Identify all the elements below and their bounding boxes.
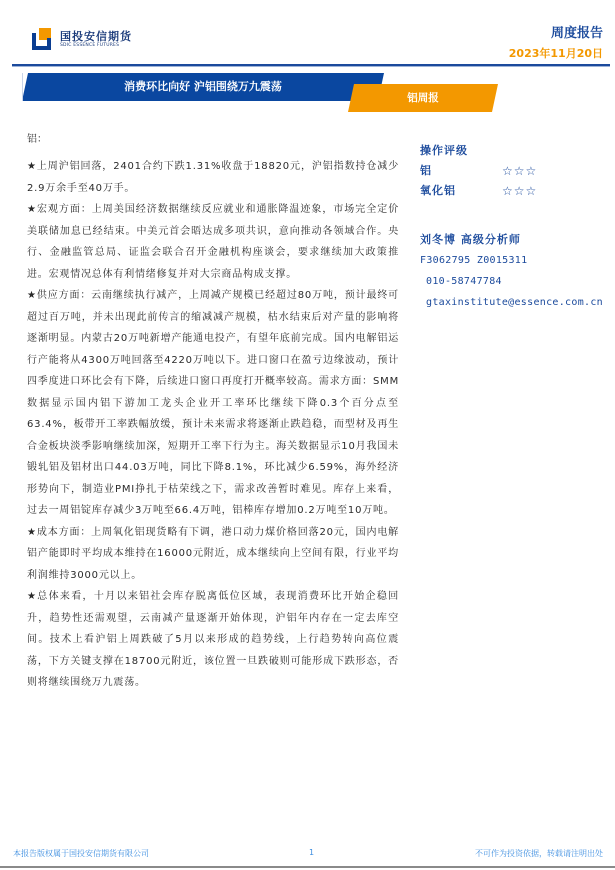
paragraph-macro: ★宏观方面：上周美国经济数据继续反应就业和通胀降温迹象，市场完全定价美联储加息已经结束。中美元首会晤达成多项共识，意向推动各领域合作。央行、金融监管总局、证监会联合召开金融机构座谈会，要求继续加大政策推进。宏观情况总体有利情绪修复并对大宗商品构成支撑。 [27,204,399,280]
paragraph-supply-demand: ★供应方面：云南继续执行减产，上周减产规模已经超过80万吨，预计最终可超过百万吨，并未出现此前传言的缩减减产规模，枯水结束后对产量的影响将逐渐明显。内蒙古20万吨新增产能通电投产，有望年底前完成。国内电解铝运行产能将从4300万吨回落至4220万吨以下。进口窗口在盈亏边缘波动，预计四季度进口环比会有下降，后续进口窗口再度打开概率较高。需求方面：SMM数据显示国内铝下游加工龙头企业开工率环比继续下降0.3个百分点至63.4%，板带开工率跌幅放缓，预计未来需求将逐渐止跌趋稳，而型材及再生合金板块淡季影响继续加深，短期开工率下行为主。海关数据显示10月我国未锻轧铝及铝材出口44.03万吨，同比下降8.1%，环比减少6.59%，海外经济形势向下，制造业PMI挣扎于枯荣线之下，需求改善暂时难见。库存上来看，过去一周铝锭库存减少3万吨至66.4万吨，铝棒库存增加0.2万吨至10万吨。 [27,290,399,516]
report-date: 2023年11月20日 [508,47,603,60]
analyst-info [420,230,615,313]
report-tag: 铝周报 [407,92,439,104]
analyst-name: 刘冬博 高级分析师 [420,233,521,246]
report-type: 周度报告 [550,26,603,41]
rating-title: 操作评级 [420,144,468,157]
rating-row [420,181,615,201]
report-header-info [509,25,603,62]
report-body [27,128,399,694]
logo-name-cn: 国投安信期货 [60,29,132,43]
report-title: 消费环比向好 沪铝围绕万九震荡 [124,80,282,93]
analyst-license: F3062795 Z0015311 [420,255,528,266]
logo-name-en: SDIC ESSENCE FUTURES [60,42,120,48]
paragraph-market-summary: ★上周沪铝回落，2401合约下跌1.31%收盘于18820元，沪铝指数持仓减少2.9万余手至40万手。 [27,161,399,194]
page-number: 1 [309,848,315,857]
paragraph-outlook: ★总体来看，十月以来铝社会库存脱离低位区域，表现消费环比开始企稳回升，趋势性还需观望，云南减产量逐渐开始体现，沪铝年内存在一定去库空间。技术上看沪铝上周跌破了5月以来形成的趋势线，上行趋势转向高位震荡，下方关键支撑在18700元附近，该位置一旦跌破则可能形成下跌形态，否则将继续围绕万九震荡。 [27,591,399,688]
analyst-email[interactable]: gtaxinstitute@essence.com.cn [426,297,603,308]
footer-copyright: 本报告版权属于国投安信期货有限公司 [13,849,149,858]
rating-panel [420,141,615,201]
sdic-logo-icon [32,28,54,50]
star-rating-icon: ☆☆☆ [502,184,538,198]
rating-name: 氧化铝 [420,184,456,197]
company-logo [32,28,132,50]
footer-divider [0,866,615,868]
header-divider-shadow [12,66,610,67]
section-label: 铝： [27,134,47,145]
footer-disclaimer: 不可作为投资依据，转载请注明出处 [475,849,603,858]
page-footer [0,848,615,864]
rating-row [420,161,615,181]
rating-name: 铝 [420,164,432,177]
star-rating-icon: ☆☆☆ [502,164,538,178]
paragraph-cost: ★成本方面：上周氧化铝现货略有下调，港口动力煤价格回落20元，国内电解铝产能即时平均成本维持在16000元附近，成本继续向上空间有限，行业平均利润维持3000元以上。 [27,526,399,581]
analyst-phone: 010-58747784 [426,276,502,287]
